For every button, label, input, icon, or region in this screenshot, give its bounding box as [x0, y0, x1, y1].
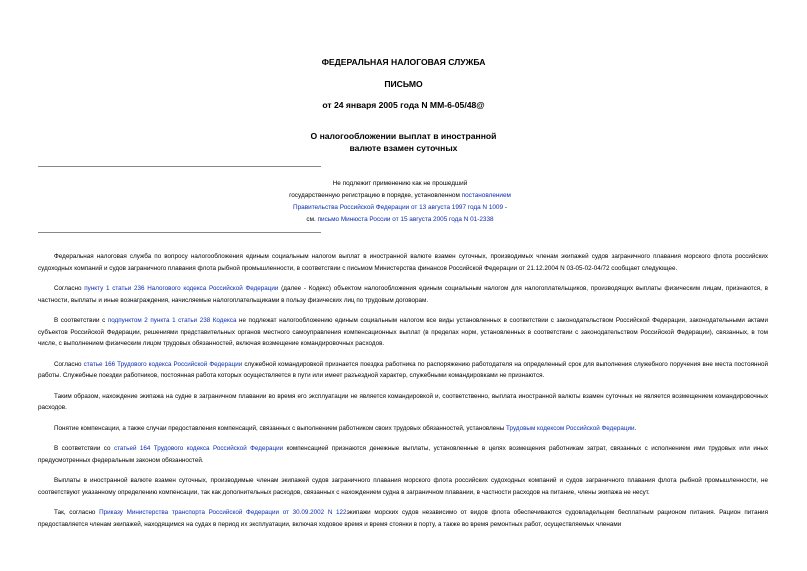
- document-date-number: от 24 января 2005 года N ММ-6-05/48@: [322, 100, 485, 110]
- note-line-4: см. письмо Минюста России от 15 августа 2005 года N 01-2338: [306, 216, 494, 223]
- labor-code-article-164-link[interactable]: статьей 164 Трудового кодекса Российской Федерации: [113, 445, 284, 452]
- paragraph: В соответствии со статьей 164 Трудового кодекса Российской Федерации компенсацией признаются денежные выплаты, установленные в целях возмещения работникам затрат, связанных с исполнением ими трудовых или иных предусмотренных федеральным законом обязанностей.: [38, 445, 769, 464]
- tax-code-link[interactable]: пункту 1 статьи 236 Налогового кодекса Российской Федерации: [84, 285, 279, 292]
- paragraph: Федеральная налоговая служба по вопросу налогообложения единым социальным налогом выплат в иностранной валюте взамен суточных, производимых членам экипажей судов заграничного плавания морского флота российских судоходных компаний и судов заграничного плавания флота рыбной промышленности, в соответствии с письмом Министерства финансов Российской Федерации от 21.12.2004 N 03-05-02-04/72 сообщает следующее.: [38, 253, 768, 272]
- subject-line-1: О налогообложении выплат в иностранной: [310, 131, 497, 141]
- paragraph: В соответствии с подпунктом 2 пункта 1 статьи 238 Кодекса не подлежат налогообложению единым социальным налогом все виды установленных в соответствии с законодательством Российской Федерации, законодательными актами субъектов Российской Федерации, решениями представительных органов местного самоуправления компенсационных выплат (в пределах норм, установленных в соответствии с законодательством Российской Федерации), связанных, в том числе, с выполнением физическим лицом трудовых обязанностей, включая возмещение командировочных расходов.: [38, 317, 768, 347]
- document-body: [38, 251, 768, 539]
- subject-line-2: валюте взамен суточных: [349, 143, 458, 153]
- labor-code-link[interactable]: Трудовым кодексом Российской Федерации: [506, 424, 635, 432]
- paragraph: Так, согласно Приказу Министерства транспорта Российской Федерации от 30.09.2002 N 122экипажи морских судов независимо от видов флота обеспечиваются судовладельцем бесплатным рационом питания. Рацион питания предоставляется членам экипажей, находящимся на судах в период их эксплуатации, включая ходовое время и время стоянки в порту, а также во время ремонтных работ, осуществляемых членами: [38, 509, 768, 528]
- status-note: [150, 178, 650, 226]
- paragraph: Выплаты в иностранной валюте взамен суточных, производимые членам экипажей судов заграничного плавания морского флота российских судоходных компаний и судов заграничного плавания флота рыбной промышленности, не соответствуют указанному определению компенсации, так как дополнительных расходов, связанных с нахождением судна в заграничном плавании, в частности расходов на питание, члены экипажа не несут.: [38, 477, 768, 496]
- paragraph: Таким образом, нахождение экипажа на судне в заграничном плавании во время его эксплуатации не является командировкой и, соответственно, выплата иностранной валюты взамен суточных не является возмещением командировочных расходов.: [38, 392, 768, 411]
- agency-title: ФЕДЕРАЛЬНАЯ НАЛОГОВАЯ СЛУЖБА: [321, 57, 486, 67]
- header-divider: [38, 166, 321, 167]
- note-line-1: Не подлежит применению как не прошедший: [332, 180, 468, 187]
- minjust-letter-link[interactable]: письмо Минюста России от 15 августа 2005 года N 01-2338: [317, 216, 494, 223]
- paragraph: Понятие компенсации, а также случаи предоставления компенсаций, связанных с выполнением работником своих трудовых обязанностей, установлены Трудовым кодексом Российской Федерации.: [54, 424, 637, 432]
- tax-code-article-238-link[interactable]: подпунктом 2 пункта 1 статьи 238 Кодекса: [107, 317, 237, 324]
- note-line-3: Правительства Российской Федерации от 13 августа 1997 года N 1009 -: [293, 204, 507, 211]
- paragraph: Согласно пункту 1 статьи 236 Налогового кодекса Российской Федерации (далее - Кодекс) объектом налогообложения единым социальным налогом для налогоплательщиков, производящих выплаты физическим лицам, признаются, в частности, выплаты и иные вознаграждения, начисляемые налогоплательщиками в пользу физических лиц по трудовым договорам.: [38, 285, 769, 304]
- note-divider: [38, 232, 321, 233]
- document-type: ПИСЬМО: [384, 79, 423, 89]
- transport-ministry-order-link[interactable]: Приказу Министерства транспорта Российской Федерации от 30.09.2002 N 122: [99, 509, 347, 516]
- labor-code-article-166-link[interactable]: статье 166 Трудового кодекса Российской Федерации: [83, 360, 243, 368]
- paragraph: Согласно статье 166 Трудового кодекса Российской Федерации служебной командировкой признается поездка работника по распоряжению работодателя на определенный срок для выполнения служебного поручения вне места постоянной работы. Служебные поездки работников, постоянная работа которых осуществляется в пути или имеет разъездной характер, служебными командировками не признаются.: [38, 360, 768, 379]
- government-decree-link[interactable]: Правительства Российской Федерации от 13 августа 1997 года N 1009: [293, 204, 504, 211]
- note-line-2: государственную регистрацию в порядке, установленном постановлением: [289, 192, 511, 199]
- decree-link[interactable]: постановлением: [461, 192, 511, 199]
- document-subject: [0, 130, 807, 154]
